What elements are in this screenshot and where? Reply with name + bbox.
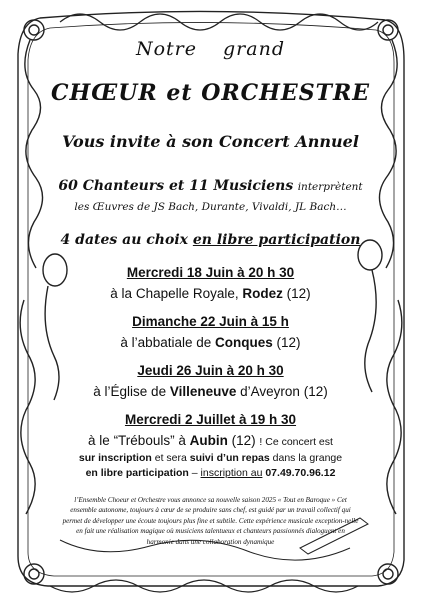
place-dept: (12): [286, 286, 311, 301]
concert-date-2: Dimanche 22 Juin à 15 h: [132, 314, 289, 329]
place-town: Conques: [215, 335, 273, 350]
performers-count: 60 Chanteurs et 11 Musiciens: [58, 178, 294, 194]
dates-intro-lead: 4 dates au choix: [60, 232, 188, 248]
concert-place-3: [0, 384, 421, 399]
place-prefix: à l’abbatiale de: [120, 335, 212, 350]
note-register: inscription au: [200, 467, 263, 479]
note-line-1: [0, 452, 421, 464]
concert-date-1: Mercredi 18 Juin à 20 h 30: [126, 265, 295, 280]
note-concert-is: ! Ce concert est: [259, 436, 333, 448]
concert-place-1: [0, 286, 421, 301]
dates-intro: [0, 232, 421, 248]
note-phone: 07.49.70.96.12: [265, 467, 336, 479]
heading-notre-grand: [0, 38, 421, 60]
page-title: CHŒUR et ORCHESTRE: [50, 80, 371, 106]
performers-line: [0, 178, 421, 194]
note-meal: suivi d’un repas: [189, 452, 270, 464]
place-dept: (12): [231, 433, 256, 448]
place-town: Villeneuve: [169, 384, 237, 399]
concert-date-4: Mercredi 2 Juillet à 19 h 30: [124, 412, 297, 427]
place-suffix: d’Aveyron (12): [240, 384, 328, 399]
concert-place-4: [0, 433, 421, 448]
heading-word-2: grand: [223, 38, 285, 60]
place-prefix: à le “Trébouls” à: [88, 433, 186, 448]
concert-place-2: [0, 335, 421, 350]
place-town: Aubin: [189, 433, 228, 448]
note-line-2: [0, 467, 421, 479]
note-and-followed: et sera: [154, 452, 187, 464]
note-in-barn: dans la grange: [272, 452, 343, 464]
note-free: en libre participation: [85, 467, 189, 479]
dates-intro-emph: en libre participation: [192, 232, 361, 248]
place-town: Rodez: [242, 286, 283, 301]
works-line: les Œuvres de JS Bach, Durante, Vivaldi, JL Bach…: [74, 201, 347, 213]
place-prefix: à l’Église de: [93, 384, 167, 399]
concert-date-3: Jeudi 26 Juin à 20 h 30: [137, 363, 284, 378]
place-prefix: à la Chapelle Royale,: [110, 286, 239, 301]
note-on-registration: sur inscription: [78, 452, 152, 464]
place-dept: (12): [276, 335, 301, 350]
footer-description: l’Ensemble Choeur et Orchestre vous annonce sa nouvelle saison 2025 « Tout en Baroque » Cet ensemble autonome, toujours à cœur de se produire sans chef, est guidé par un travail collectif qui permet de développer une écoute toujours plus fine et subtile. Cette expérience musicale exception-nelle en fait une réalisation magique où musiciens talentueux et chanteurs passionnés dialoguent en harmonie dans une collaboration dynamique: [62, 496, 359, 546]
performers-verb: interprètent: [297, 181, 363, 193]
invite-line: Vous invite à son Concert Annuel: [62, 132, 359, 151]
note-dash: –: [191, 467, 198, 479]
heading-word-1: Notre: [135, 38, 198, 60]
